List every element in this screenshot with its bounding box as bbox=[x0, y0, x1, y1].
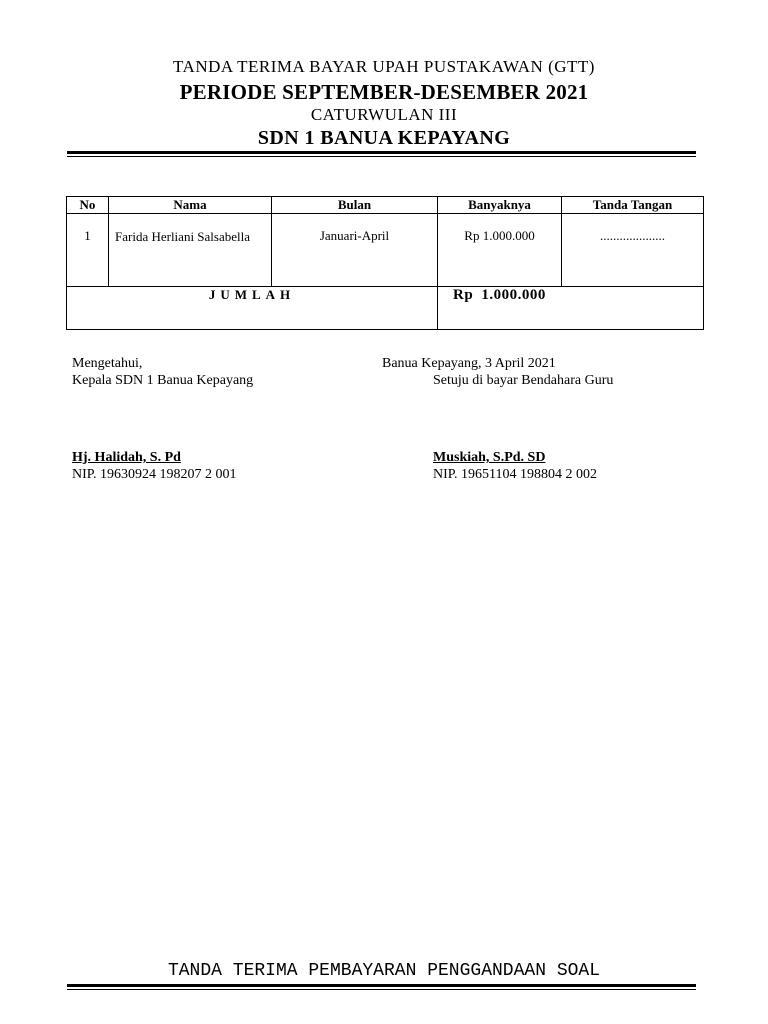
principal-title: Kepala SDN 1 Banua Kepayang bbox=[72, 373, 254, 388]
principal-nip: NIP. 19630924 198207 2 001 bbox=[72, 467, 237, 482]
cell-no: 1 bbox=[67, 214, 109, 287]
cell-banyaknya: Rp 1.000.000 bbox=[438, 214, 562, 287]
principal-name: Hj. Halidah, S. Pd bbox=[72, 450, 181, 465]
total-label: JUMLAH bbox=[67, 287, 438, 330]
header-rule-thin bbox=[67, 156, 696, 157]
header-tanda-tangan: Tanda Tangan bbox=[562, 197, 704, 214]
header-no: No bbox=[67, 197, 109, 214]
school-name: SDN 1 BANUA KEPAYANG bbox=[257, 127, 511, 149]
acknowledge-label: Mengetahui, bbox=[72, 356, 143, 371]
payment-table bbox=[66, 196, 704, 330]
treasurer-approval: Setuju di bayar Bendahara Guru bbox=[433, 373, 614, 388]
place-date: Banua Kepayang, 3 April 2021 bbox=[382, 356, 556, 371]
next-document-title: TANDA TERIMA PEMBAYARAN PENGGANDAAN SOAL bbox=[167, 961, 601, 981]
treasurer-nip: NIP. 19651104 198804 2 002 bbox=[433, 467, 597, 482]
cell-bulan: Januari-April bbox=[272, 214, 438, 287]
total-value: Rp 1.000.000 bbox=[438, 287, 704, 330]
cell-nama: Farida Herliani Salsabella bbox=[109, 214, 272, 287]
footer-rule-thick bbox=[67, 984, 696, 987]
document-title: TANDA TERIMA BAYAR UPAH PUSTAKAWAN (GTT) bbox=[173, 57, 595, 76]
footer-rule-thin bbox=[67, 989, 696, 990]
term-title: CATURWULAN III bbox=[310, 105, 458, 124]
header-nama: Nama bbox=[109, 197, 272, 214]
header-bulan: Bulan bbox=[272, 197, 438, 214]
total-row bbox=[67, 287, 704, 330]
period-title: PERIODE SEPTEMBER-DESEMBER 2021 bbox=[179, 80, 589, 104]
table-row bbox=[67, 214, 704, 287]
cell-tanda-tangan: .................... bbox=[562, 214, 704, 287]
header-banyaknya: Banyaknya bbox=[438, 197, 562, 214]
table-header-row bbox=[67, 197, 704, 214]
treasurer-name: Muskiah, S.Pd. SD bbox=[433, 450, 546, 465]
header-rule-thick bbox=[67, 151, 696, 154]
